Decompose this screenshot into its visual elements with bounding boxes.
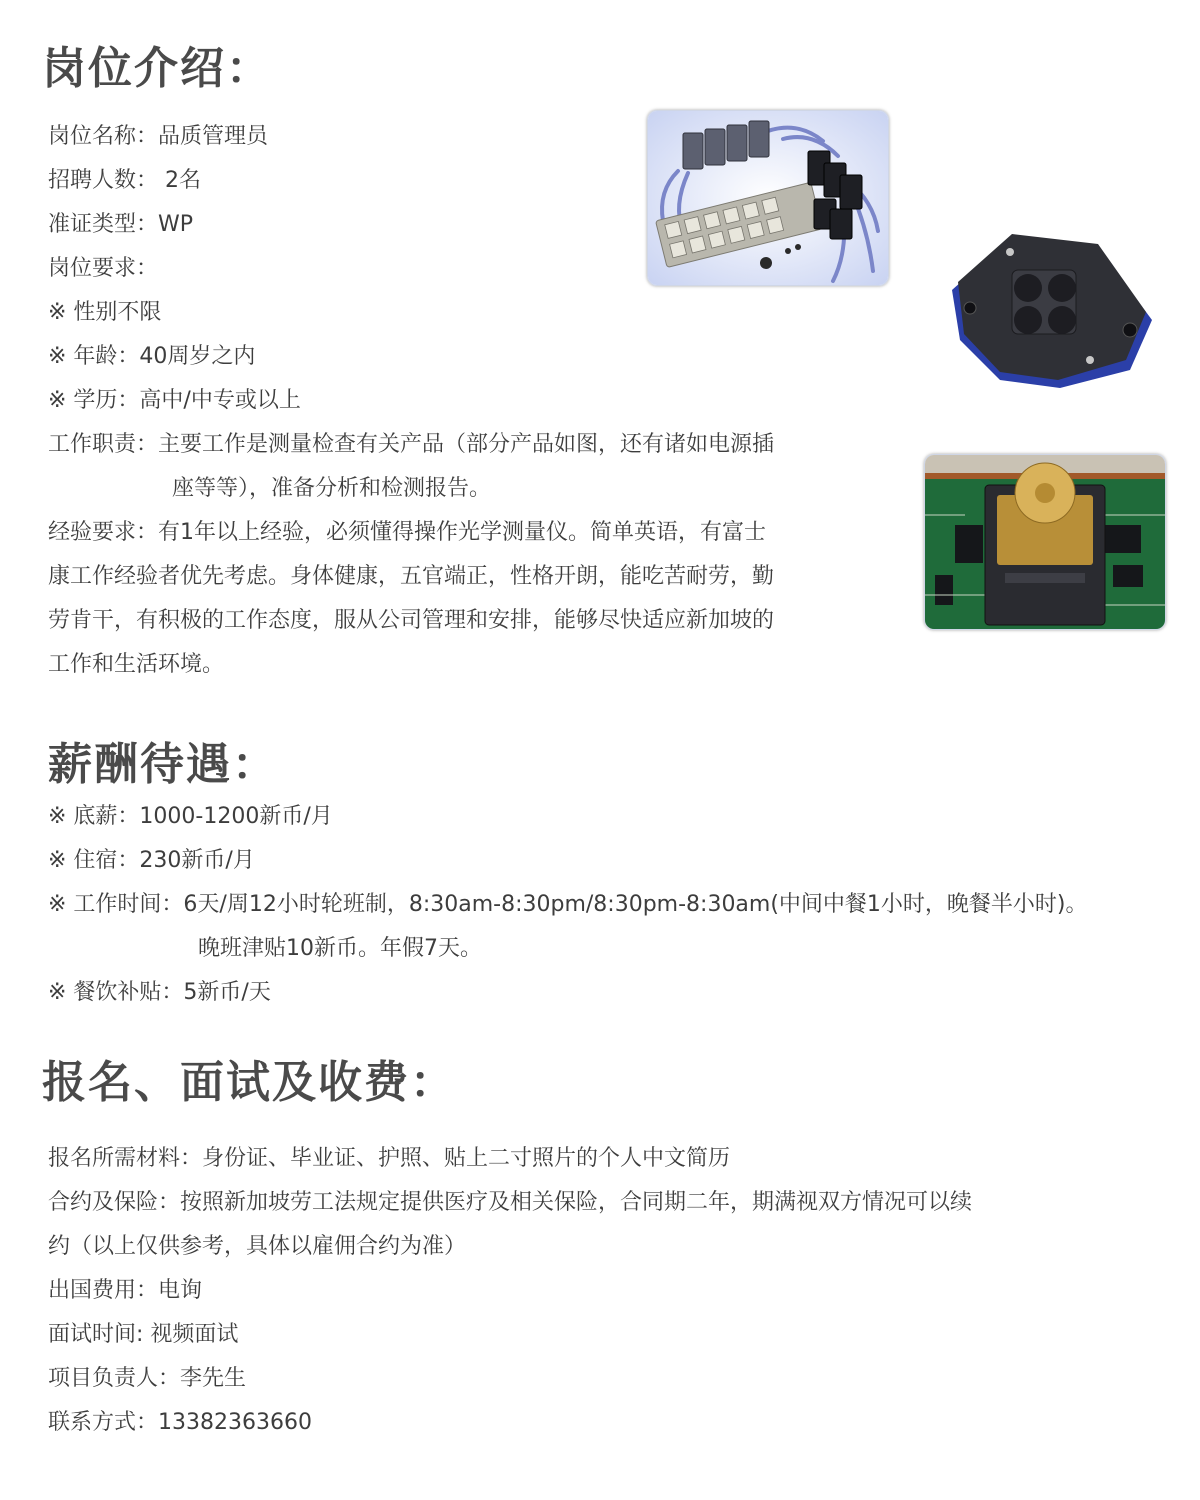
contact-line: 联系方式：13382363660: [48, 1410, 312, 1435]
meal-allowance-line: ※ 餐饮补贴：5新币/天: [48, 980, 271, 1005]
duties-line-2: 座等等），准备分析和检测报告。: [172, 476, 492, 501]
section-heading-salary: 薪酬待遇：: [48, 739, 278, 790]
pcb-illustration: [925, 455, 1165, 629]
product-photo-connectors: [647, 110, 889, 286]
requirement-gender: ※ 性别不限: [48, 300, 162, 325]
product-photo-fixture: [940, 230, 1162, 392]
job-title-line: 岗位名称：品质管理员: [48, 124, 269, 149]
base-salary-line: ※ 底薪：1000-1200新币/月: [48, 804, 333, 829]
connectors-illustration: [648, 111, 888, 285]
contract-line-2: 约（以上仅供参考，具体以雇佣合约为准）: [48, 1234, 467, 1259]
working-hours-line: ※ 工作时间：6天/周12小时轮班制，8:30am-8:30pm/8:30pm-8:30am(中间中餐1小时，晚餐半小时)。: [48, 892, 1088, 917]
experience-line-4: 工作和生活环境。: [48, 652, 225, 677]
requirement-age: ※ 年龄：40周岁之内: [48, 344, 256, 369]
fixture-illustration: [940, 230, 1162, 392]
night-allowance-line: 晚班津贴10新币。年假7天。: [198, 936, 482, 961]
interview-line: 面试时间: 视频面试: [48, 1322, 239, 1347]
duties-line-1: 工作职责：主要工作是测量检查有关产品（部分产品如图，还有诸如电源插: [48, 432, 775, 457]
section-heading-job-intro: 岗位介绍：: [42, 43, 272, 94]
section-heading-application: 报名、面试及收费：: [42, 1057, 456, 1108]
permit-type-line: 准证类型：WP: [48, 212, 194, 237]
materials-line: 报名所需材料：身份证、毕业证、护照、贴上二寸照片的个人中文简历: [48, 1146, 731, 1171]
accommodation-line: ※ 住宿：230新币/月: [48, 848, 255, 873]
experience-line-2: 康工作经验者优先考虑。身体健康，五官端正，性格开朗，能吃苦耐劳，勤: [48, 564, 775, 589]
manager-line: 项目负责人：李先生: [48, 1366, 247, 1391]
requirements-label: 岗位要求：: [48, 256, 159, 281]
contract-line-1: 合约及保险：按照新加坡劳工法规定提供医疗及相关保险，合同期二年，期满视双方情况可以续: [48, 1190, 973, 1215]
product-photo-pcb-socket: [924, 454, 1166, 630]
requirement-education: ※ 学历：高中/中专或以上: [48, 388, 301, 413]
experience-line-1: 经验要求：有1年以上经验，必须懂得操作光学测量仪。简单英语，有富士: [48, 520, 766, 545]
fee-line: 出国费用：电询: [48, 1278, 203, 1303]
experience-line-3: 劳肯干，有积极的工作态度，服从公司管理和安排，能够尽快适应新加坡的: [48, 608, 775, 633]
headcount-line: 招聘人数： 2名: [48, 168, 201, 193]
